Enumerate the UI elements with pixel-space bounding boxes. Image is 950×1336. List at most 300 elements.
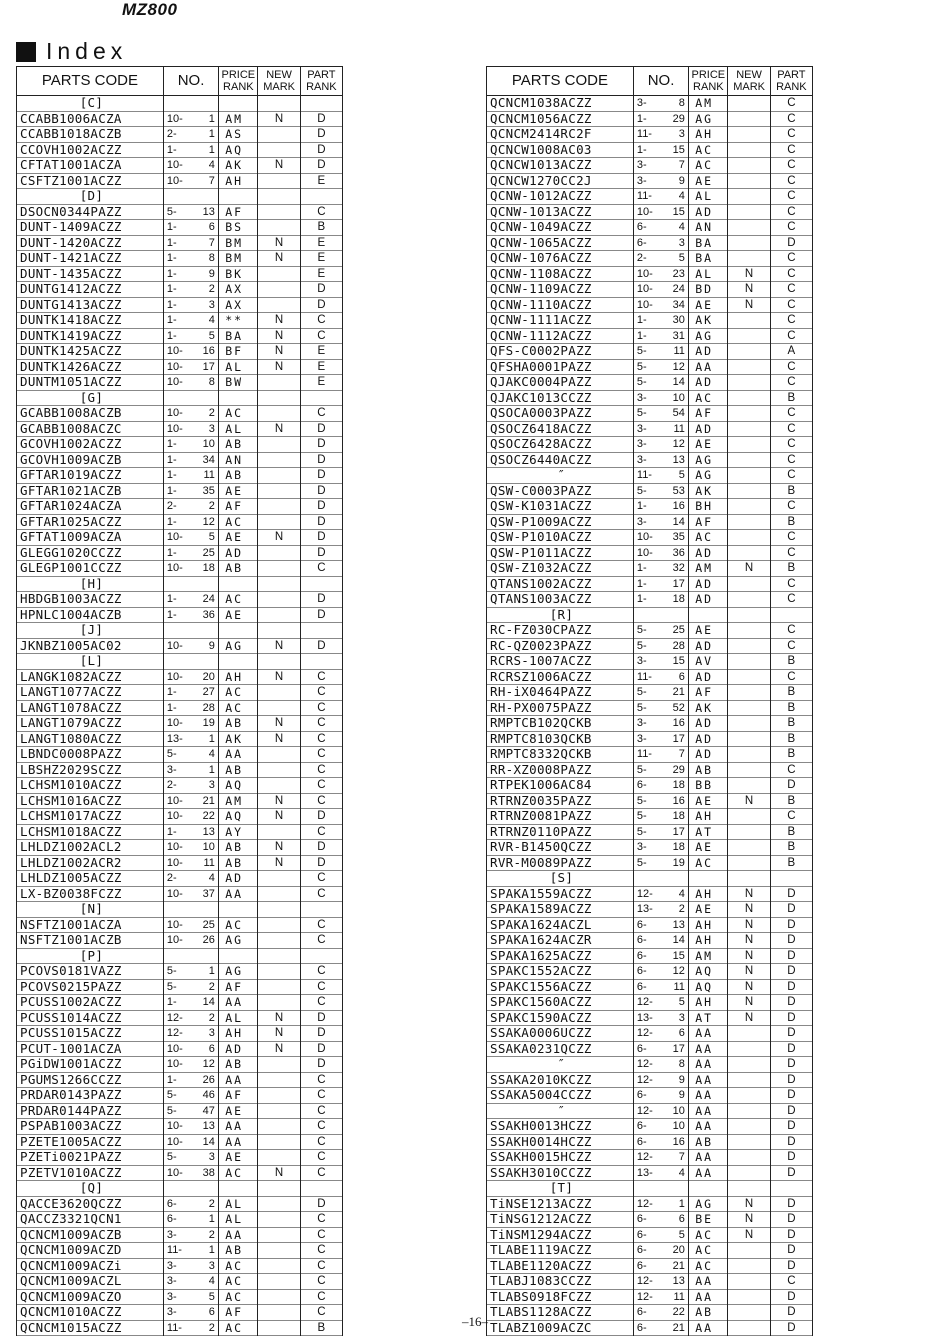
part-rank-cell: C: [770, 421, 812, 437]
figure-number: 2-: [166, 779, 177, 791]
part-rank-cell: C: [770, 452, 812, 468]
table-row: [487, 1258, 813, 1274]
new-mark-cell: N: [728, 1196, 770, 1212]
parts-code-cell: QTANS1003ACZZ: [487, 592, 634, 608]
no-cell: [633, 669, 688, 685]
price-rank-cell: AG: [689, 111, 728, 127]
price-rank-cell: AD: [689, 669, 728, 685]
new-mark-cell: [258, 1103, 300, 1119]
item-number: 20: [202, 670, 215, 683]
price-rank-cell: AA: [689, 1274, 728, 1290]
section-letter: [L]: [17, 654, 164, 670]
no-cell: [163, 282, 218, 298]
new-mark-cell: [258, 390, 300, 406]
new-mark-cell: [728, 762, 770, 778]
figure-number: 10-: [636, 531, 653, 543]
no-cell: [163, 127, 218, 143]
table-row: [17, 793, 343, 809]
new-mark-cell: [728, 1088, 770, 1104]
figure-number: 6-: [166, 1197, 177, 1210]
part-rank-cell: [300, 96, 342, 112]
part-rank-cell: C: [300, 917, 342, 933]
price-rank-cell: AC: [689, 390, 728, 406]
new-mark-cell: N: [258, 1041, 300, 1057]
new-mark-cell: [728, 530, 770, 546]
table-row: [487, 1134, 813, 1150]
item-number: 24: [672, 283, 685, 295]
no-cell: [163, 204, 218, 220]
figure-number: 10-: [166, 376, 183, 388]
item-number: 5: [208, 1290, 215, 1303]
new-mark-cell: N: [728, 964, 770, 980]
price-rank-cell: AH: [219, 173, 258, 189]
item-number: 7: [208, 236, 215, 249]
parts-code-cell: QCNW-1076ACZZ: [487, 251, 634, 267]
section-letter: [H]: [17, 576, 164, 592]
new-mark-cell: [728, 483, 770, 499]
parts-code-cell: RMPTCB102QCKB: [487, 716, 634, 732]
new-mark-cell: [258, 917, 300, 933]
part-rank-cell: B: [770, 514, 812, 530]
price-rank-cell: [219, 96, 258, 112]
table-row: [17, 173, 343, 189]
table-row: [487, 344, 813, 360]
price-rank-cell: AC: [219, 406, 258, 422]
parts-code-cell: SPAKA1624ACZR: [487, 933, 634, 949]
no-cell: [163, 979, 218, 995]
part-rank-cell: B: [770, 793, 812, 809]
section-header-row: [487, 1181, 813, 1197]
parts-code-cell: PCUSS1015ACZZ: [17, 1026, 164, 1042]
price-rank-cell: AC: [219, 1165, 258, 1181]
no-cell: [163, 514, 218, 530]
new-mark-cell: [728, 700, 770, 716]
item-number: 2: [678, 903, 685, 915]
price-rank-cell: AC: [689, 1258, 728, 1274]
parts-code-cell: SPAKC1556ACZZ: [487, 979, 634, 995]
item-number: 18: [672, 810, 685, 822]
price-rank-cell: AB: [219, 762, 258, 778]
table-row: [17, 545, 343, 561]
parts-code-cell: RMPTC8332QCKB: [487, 747, 634, 763]
item-number: 6: [678, 1213, 685, 1225]
item-number: 4: [208, 314, 215, 326]
part-rank-cell: D: [300, 127, 342, 143]
part-rank-cell: C: [770, 127, 812, 143]
no-cell: [633, 545, 688, 561]
part-rank-cell: C: [300, 1165, 342, 1181]
part-rank-cell: D: [300, 855, 342, 871]
part-rank-cell: D: [770, 235, 812, 251]
new-mark-cell: [728, 437, 770, 453]
no-cell: [633, 530, 688, 546]
new-mark-cell: [258, 142, 300, 158]
table-row: [487, 623, 813, 639]
figure-number: 12-: [636, 1058, 653, 1070]
price-rank-cell: AF: [219, 1305, 258, 1321]
no-cell: [633, 561, 688, 577]
new-mark-cell: [258, 592, 300, 608]
figure-number: 1-: [166, 515, 177, 528]
figure-number: 1-: [636, 562, 647, 574]
item-number: 21: [672, 1321, 685, 1334]
table-row: [487, 235, 813, 251]
col-header-parts-code: PARTS CODE: [17, 67, 164, 96]
table-row: [487, 297, 813, 313]
item-number: 14: [202, 1135, 215, 1148]
new-mark-cell: [258, 1227, 300, 1243]
part-rank-cell: C: [300, 700, 342, 716]
no-cell: [163, 96, 218, 112]
item-number: 4: [208, 159, 215, 171]
new-mark-cell: [728, 1165, 770, 1181]
table-row: [17, 1165, 343, 1181]
item-number: 19: [672, 856, 685, 869]
no-cell: [163, 189, 218, 205]
parts-code-cell: PRDAR0144PAZZ: [17, 1103, 164, 1119]
item-number: 34: [202, 453, 215, 466]
no-cell: [163, 328, 218, 344]
part-rank-cell: D: [770, 1243, 812, 1259]
parts-code-cell: SSAKA5004CCZZ: [487, 1088, 634, 1104]
price-rank-cell: AE: [689, 840, 728, 856]
parts-code-cell: QCNCM1009ACZL: [17, 1274, 164, 1290]
figure-number: 12-: [636, 1290, 653, 1303]
item-number: 7: [208, 174, 215, 187]
price-rank-cell: BS: [219, 220, 258, 236]
figure-number: 3-: [636, 732, 647, 745]
figure-number: 3-: [166, 1290, 177, 1303]
part-rank-cell: B: [770, 747, 812, 763]
item-number: 28: [202, 701, 215, 714]
no-cell: [163, 1026, 218, 1042]
part-rank-cell: D: [770, 1305, 812, 1321]
table-row: [17, 700, 343, 716]
part-rank-cell: C: [770, 623, 812, 639]
item-number: 26: [202, 934, 215, 946]
part-rank-cell: C: [300, 1258, 342, 1274]
parts-code-cell: NSFTZ1001ACZB: [17, 933, 164, 949]
parts-code-cell: SSAKH0015HCZZ: [487, 1150, 634, 1166]
item-number: 3: [678, 1011, 685, 1024]
table-row: [17, 1026, 343, 1042]
no-cell: [633, 1010, 688, 1026]
price-rank-cell: AA: [689, 1165, 728, 1181]
part-rank-cell: C: [300, 1119, 342, 1135]
part-rank-cell: C: [770, 762, 812, 778]
item-number: 6: [208, 1306, 215, 1318]
no-cell: [163, 406, 218, 422]
new-mark-cell: [728, 669, 770, 685]
no-cell: [163, 917, 218, 933]
table-row: [17, 483, 343, 499]
parts-code-cell: NSFTZ1001ACZA: [17, 917, 164, 933]
parts-code-cell: LANGT1077ACZZ: [17, 685, 164, 701]
parts-code-cell: CCABB1018ACZB: [17, 127, 164, 143]
parts-code-cell: RC-QZ0023PAZZ: [487, 638, 634, 654]
no-cell: [633, 251, 688, 267]
part-rank-cell: C: [300, 793, 342, 809]
part-rank-cell: B: [770, 561, 812, 577]
part-rank-cell: D: [300, 530, 342, 546]
no-cell: [163, 1227, 218, 1243]
price-rank-cell: AX: [219, 297, 258, 313]
part-rank-cell: [300, 623, 342, 639]
new-mark-cell: [258, 375, 300, 391]
price-rank-cell: AC: [219, 1274, 258, 1290]
new-mark-cell: [728, 638, 770, 654]
table-row: [487, 1243, 813, 1259]
item-number: 11: [673, 980, 685, 993]
item-number: 21: [672, 686, 685, 698]
parts-code-cell: HBDGB1003ACZZ: [17, 592, 164, 608]
figure-number: 10-: [166, 422, 183, 435]
new-mark-cell: [728, 1289, 770, 1305]
price-rank-cell: AA: [219, 1134, 258, 1150]
no-cell: [163, 390, 218, 406]
new-mark-cell: [728, 778, 770, 794]
item-number: 1: [208, 112, 215, 125]
new-mark-cell: [728, 592, 770, 608]
new-mark-cell: [258, 406, 300, 422]
parts-code-cell: PGiDW1001ACZZ: [17, 1057, 164, 1073]
figure-number: 3-: [636, 438, 647, 450]
price-rank-cell: [689, 1181, 728, 1197]
figure-number: 10-: [166, 174, 183, 187]
part-rank-cell: D: [770, 1150, 812, 1166]
price-rank-cell: BA: [689, 235, 728, 251]
price-rank-cell: AA: [689, 1289, 728, 1305]
item-number: 7: [678, 1151, 685, 1163]
part-rank-cell: C: [300, 824, 342, 840]
no-cell: [633, 111, 688, 127]
price-rank-cell: AA: [689, 1103, 728, 1119]
section-letter: [S]: [487, 871, 634, 887]
price-rank-cell: AE: [219, 530, 258, 546]
figure-number: 1-: [166, 996, 177, 1008]
table-row: [487, 189, 813, 205]
no-cell: [633, 840, 688, 856]
item-number: 12: [202, 1058, 215, 1070]
new-mark-cell: N: [258, 313, 300, 329]
part-rank-cell: D: [300, 483, 342, 499]
item-number: 6: [208, 1042, 215, 1055]
figure-number: 6-: [636, 934, 647, 946]
figure-number: 10-: [166, 1166, 183, 1179]
no-cell: [633, 576, 688, 592]
price-rank-cell: AA: [689, 1150, 728, 1166]
figure-number: 10-: [166, 1135, 183, 1148]
new-mark-cell: N: [258, 344, 300, 360]
part-rank-cell: D: [300, 809, 342, 825]
parts-code-cell: QCNCM1015ACZZ: [17, 1320, 164, 1336]
no-cell: [633, 390, 688, 406]
item-number: 38: [202, 1166, 215, 1179]
figure-number: 10-: [636, 546, 653, 559]
item-number: 7: [678, 159, 685, 171]
section-header-row: [17, 623, 343, 639]
price-rank-cell: AC: [689, 855, 728, 871]
part-rank-cell: C: [300, 747, 342, 763]
item-number: 21: [202, 794, 215, 807]
item-number: 1: [208, 143, 215, 156]
price-rank-cell: AA: [689, 1057, 728, 1073]
price-rank-cell: AD: [689, 545, 728, 561]
no-cell: [633, 437, 688, 453]
price-rank-cell: AB: [219, 840, 258, 856]
item-number: 3: [678, 236, 685, 249]
table-row: [17, 1119, 343, 1135]
new-mark-cell: [258, 1150, 300, 1166]
no-cell: [633, 778, 688, 794]
table-row: [17, 824, 343, 840]
item-number: 4: [208, 872, 215, 884]
parts-code-cell: QCNCM1009ACZi: [17, 1258, 164, 1274]
new-mark-cell: N: [258, 1010, 300, 1026]
price-rank-cell: AB: [689, 762, 728, 778]
item-number: 4: [208, 1275, 215, 1287]
no-cell: [633, 979, 688, 995]
table-row: [487, 173, 813, 189]
table-row: [487, 545, 813, 561]
item-number: 16: [672, 717, 685, 729]
price-rank-cell: [689, 871, 728, 887]
table-row: [487, 452, 813, 468]
parts-code-cell: DUNT-1421ACZZ: [17, 251, 164, 267]
parts-index-table-right: [486, 66, 813, 1336]
figure-number: 10-: [166, 856, 183, 869]
parts-code-cell: RCRSZ1006ACZZ: [487, 669, 634, 685]
table-row: [17, 344, 343, 360]
price-rank-cell: AQ: [689, 964, 728, 980]
parts-code-cell: TLABZ1009ACZC: [487, 1320, 634, 1336]
new-mark-cell: [728, 576, 770, 592]
item-number: 18: [202, 562, 215, 574]
item-number: 9: [208, 267, 215, 280]
part-rank-cell: C: [300, 1243, 342, 1259]
part-rank-cell: B: [770, 824, 812, 840]
no-cell: [633, 902, 688, 918]
table-row: [17, 1274, 343, 1290]
section-header-row: [17, 390, 343, 406]
item-number: 1: [208, 1213, 215, 1225]
no-cell: [633, 933, 688, 949]
no-cell: [633, 375, 688, 391]
figure-number: 10-: [636, 283, 653, 295]
part-rank-cell: C: [300, 669, 342, 685]
part-rank-cell: E: [300, 173, 342, 189]
new-mark-cell: [258, 297, 300, 313]
figure-number: 6-: [636, 1244, 647, 1256]
no-cell: [633, 142, 688, 158]
new-mark-cell: [728, 158, 770, 174]
new-mark-cell: N: [728, 1212, 770, 1228]
new-mark-cell: [258, 499, 300, 515]
price-rank-cell: AA: [689, 1072, 728, 1088]
no-cell: [633, 1026, 688, 1042]
price-rank-cell: AL: [219, 421, 258, 437]
parts-code-cell: SSAKH3010CCZZ: [487, 1165, 634, 1181]
square-bullet-icon: [16, 42, 36, 62]
new-mark-cell: [258, 452, 300, 468]
figure-number: 1-: [166, 221, 177, 233]
new-mark-cell: N: [258, 328, 300, 344]
price-rank-cell: AN: [219, 452, 258, 468]
no-cell: [633, 158, 688, 174]
figure-number: 6-: [636, 1120, 647, 1132]
figure-number: 1-: [166, 314, 177, 326]
figure-number: 1-: [636, 314, 647, 326]
figure-number: 10-: [166, 639, 183, 652]
parts-code-cell: RTRNZ0110PAZZ: [487, 824, 634, 840]
price-rank-cell: AE: [219, 1150, 258, 1166]
parts-code-cell: LHLDZ1002ACR2: [17, 855, 164, 871]
price-rank-cell: AC: [219, 514, 258, 530]
price-rank-cell: AE: [689, 623, 728, 639]
part-rank-cell: D: [770, 1320, 812, 1336]
section-letter: [R]: [487, 607, 634, 623]
parts-code-cell: TiNSG1212ACZZ: [487, 1212, 634, 1228]
part-rank-cell: C: [300, 1134, 342, 1150]
part-rank-cell: C: [300, 1274, 342, 1290]
parts-code-cell: GFTAT1009ACZA: [17, 530, 164, 546]
part-rank-cell: D: [770, 1196, 812, 1212]
table-row: [487, 142, 813, 158]
no-cell: [163, 359, 218, 375]
price-rank-cell: AC: [219, 1258, 258, 1274]
new-mark-cell: [258, 1274, 300, 1290]
price-rank-cell: AB: [219, 561, 258, 577]
parts-code-cell: LBNDC0008PAZZ: [17, 747, 164, 763]
item-number: 3: [208, 1259, 215, 1272]
figure-number: 1-: [636, 500, 647, 512]
figure-number: 10-: [166, 345, 183, 357]
figure-number: 5-: [166, 1104, 177, 1117]
parts-code-cell: RTRNZ0081PAZZ: [487, 809, 634, 825]
section-letter: [N]: [17, 902, 164, 918]
part-rank-cell: D: [770, 1103, 812, 1119]
part-rank-cell: C: [300, 1072, 342, 1088]
item-number: 15: [672, 143, 685, 156]
item-number: 17: [672, 732, 685, 745]
item-number: 28: [672, 639, 685, 652]
price-rank-cell: AB: [219, 437, 258, 453]
new-mark-cell: [258, 747, 300, 763]
figure-number: 5-: [636, 825, 647, 838]
part-rank-cell: C: [770, 297, 812, 313]
parts-code-cell: RVR-B1450QCZZ: [487, 840, 634, 856]
item-number: 8: [678, 1058, 685, 1070]
price-rank-cell: AD: [689, 204, 728, 220]
part-rank-cell: C: [300, 685, 342, 701]
price-rank-cell: AT: [689, 1010, 728, 1026]
item-number: 1: [678, 1197, 685, 1210]
part-rank-cell: C: [300, 933, 342, 949]
no-cell: [163, 933, 218, 949]
parts-code-cell: QCNW-1108ACZZ: [487, 266, 634, 282]
new-mark-cell: N: [258, 840, 300, 856]
new-mark-cell: [728, 1026, 770, 1042]
item-number: 16: [672, 794, 685, 807]
figure-number: 5-: [636, 856, 647, 869]
part-rank-cell: D: [770, 1212, 812, 1228]
no-cell: [163, 1196, 218, 1212]
parts-code-cell: PCOVS0181VAZZ: [17, 964, 164, 980]
figure-number: 2-: [636, 252, 647, 264]
price-rank-cell: AX: [219, 282, 258, 298]
item-number: 13: [202, 1120, 215, 1132]
table-row: [487, 1072, 813, 1088]
